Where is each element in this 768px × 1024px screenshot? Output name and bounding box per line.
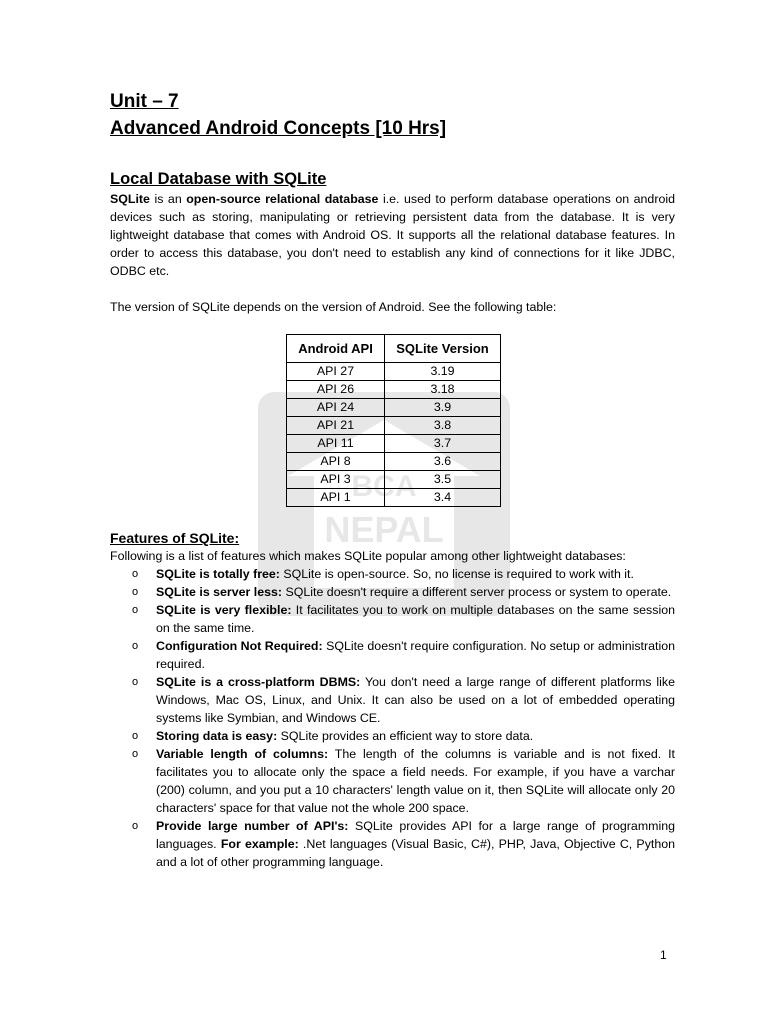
- intro-connector: is an: [149, 192, 187, 206]
- cell-version: 3.6: [385, 453, 501, 471]
- feature-text: SQLite doesn't require a different server process or system to operate.: [282, 585, 672, 599]
- list-item: [110, 637, 675, 673]
- unit-heading: Unit – 7: [110, 91, 179, 112]
- watermark-text-nepal: NEPAL: [324, 509, 444, 550]
- bullet-icon: o: [132, 586, 139, 598]
- table-row: [287, 489, 501, 507]
- table-row: [287, 471, 501, 489]
- bullet-icon: o: [132, 640, 139, 652]
- cell-api: API 27: [287, 363, 385, 381]
- table-row: [287, 399, 501, 417]
- header-android-api: Android API: [287, 335, 385, 363]
- bullet-icon: o: [132, 604, 139, 616]
- cell-version: 3.7: [385, 435, 501, 453]
- bullet-icon: o: [132, 820, 139, 832]
- cell-version: 3.5: [385, 471, 501, 489]
- intro-term: SQLite: [110, 192, 150, 206]
- feature-label: Configuration Not Required:: [156, 639, 323, 653]
- version-paragraph: The version of SQLite depends on the version of Android. See the following table:: [110, 300, 557, 314]
- intro-rest: i.e. used to perform database operations on android devices such as storing, manipulating or retrieving persistent data from the database. It is very lightweight database that comes with Android OS. It supports all the relational database features. In order to access this database, you don't need to establish any kind of connections for it like JDBC, ODBC etc.: [110, 192, 675, 278]
- page-number: 1: [660, 948, 667, 962]
- feature-text: SQLite is open-source. So, no license is required to work with it.: [279, 567, 634, 581]
- cell-api: API 11: [287, 435, 385, 453]
- list-item: [110, 745, 675, 817]
- intro-bold-phrase: open-source relational database: [186, 192, 379, 206]
- cell-api: API 21: [287, 417, 385, 435]
- list-item: [110, 601, 675, 637]
- cell-api: API 1: [287, 489, 385, 507]
- header-sqlite-version: SQLite Version: [385, 335, 501, 363]
- feature-text-example: .Net languages (Visual Basic, C#), PHP, Java, Objective C, Python and a lot of other programming language.: [156, 837, 676, 869]
- feature-label: Storing data is easy:: [156, 729, 278, 743]
- cell-version: 3.8: [385, 417, 501, 435]
- table-row: [287, 435, 501, 453]
- feature-label: Provide large number of API's:: [156, 819, 349, 833]
- cell-api: API 26: [287, 381, 385, 399]
- cell-version: 3.19: [385, 363, 501, 381]
- cell-version: 3.18: [385, 381, 501, 399]
- table-row: [287, 417, 501, 435]
- bullet-icon: o: [132, 730, 139, 742]
- table-row: [287, 363, 501, 381]
- list-item: [110, 583, 675, 601]
- page-content: [110, 88, 675, 871]
- bullet-icon: o: [132, 676, 139, 688]
- list-item: [110, 565, 675, 583]
- feature-text: The length of the columns is variable and is not fixed. It facilitates you to allocate only the space a field needs. For example, if you have a varchar (200) column, and you put a 10 characters' length value on it, then SQLite will allocate only 20 characters' space for that value not the whole 200 space.: [156, 747, 675, 815]
- bullet-icon: o: [132, 748, 139, 760]
- sqlite-version-table: [286, 334, 501, 507]
- feature-text: It facilitates you to work on multiple databases on the same session on the same time.: [156, 603, 675, 635]
- list-item: [110, 673, 675, 727]
- feature-label: SQLite is a cross-platform DBMS:: [156, 675, 361, 689]
- feature-text: You don't need a large range of different platforms like Windows, Mac OS, Linux, and Unix. It can also be used on a lot of embedded operating systems like Symbian, and Windows CE.: [156, 675, 676, 725]
- unit-title: Advanced Android Concepts [10 Hrs]: [110, 118, 447, 139]
- cell-version: 3.9: [385, 399, 501, 417]
- feature-label-example: For example:: [220, 837, 299, 851]
- intro-paragraph: [110, 190, 675, 280]
- feature-text: SQLite provides an efficient way to store data.: [277, 729, 534, 743]
- feature-label: SQLite is server less:: [156, 585, 283, 599]
- list-item: [110, 727, 675, 745]
- table-row: [287, 381, 501, 399]
- feature-text: SQLite doesn't require configuration. No setup or administration required.: [156, 639, 675, 671]
- feature-text: SQLite provides API for a large range of programming languages.: [156, 819, 675, 851]
- feature-label: Variable length of columns:: [156, 747, 329, 761]
- cell-api: API 24: [287, 399, 385, 417]
- section-title: Local Database with SQLite: [110, 170, 327, 188]
- cell-api: API 3: [287, 471, 385, 489]
- cell-version: 3.4: [385, 489, 501, 507]
- cell-api: API 8: [287, 453, 385, 471]
- watermark-text-bca: BCA: [351, 470, 417, 503]
- features-intro: Following is a list of features which makes SQLite popular among other lightweight databases:: [110, 549, 626, 563]
- features-list: [110, 565, 675, 871]
- features-title: Features of SQLite:: [110, 530, 240, 546]
- bullet-icon: o: [132, 568, 139, 580]
- table-row: [287, 453, 501, 471]
- table-header-row: [287, 335, 501, 363]
- feature-label: SQLite is very flexible:: [156, 603, 292, 617]
- feature-label: SQLite is totally free:: [156, 567, 280, 581]
- list-item: [110, 817, 675, 871]
